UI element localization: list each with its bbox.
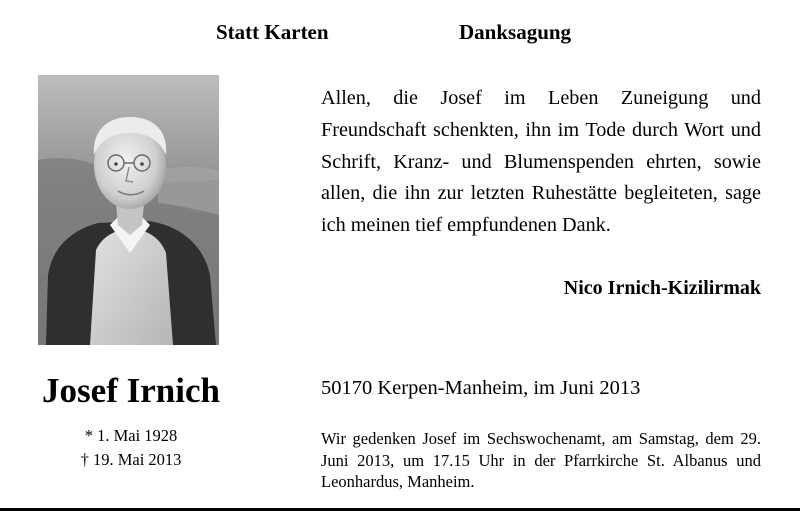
thank-you-message: Allen, die Josef im Leben Zuneigung und Freundschaft schenkten, ihn im Tode durch Wort und Schrift, Kranz- und Blumenspenden ehrten, sowie allen, die ihn zur letzten Ruhestätte begleiteten, sage ich meinen tief empfundenen Dank. bbox=[321, 87, 761, 237]
header-statt-karten: Statt Karten bbox=[216, 20, 329, 44]
deceased-name: Josef Irnich bbox=[42, 371, 220, 410]
signature: Nico Irnich-Kizilirmak bbox=[563, 277, 761, 299]
life-dates bbox=[60, 424, 202, 472]
header-danksagung: Danksagung bbox=[459, 20, 572, 44]
memorial-service-text: Wir gedenken Josef im Sechswochenamt, am Samstag, dem 29. Juni 2013, um 17.15 Uhr in der Pfarrkirche St. Albanus und Leonhardus, Manheim. bbox=[321, 429, 761, 491]
birth-date: * 1. Mai 1928 bbox=[84, 426, 178, 445]
place-and-date: 50170 Kerpen-Manheim, im Juni 2013 bbox=[321, 377, 641, 399]
portrait-photo-icon bbox=[38, 75, 219, 345]
death-date: † 19. Mai 2013 bbox=[80, 450, 182, 469]
portrait-photo bbox=[38, 75, 219, 345]
